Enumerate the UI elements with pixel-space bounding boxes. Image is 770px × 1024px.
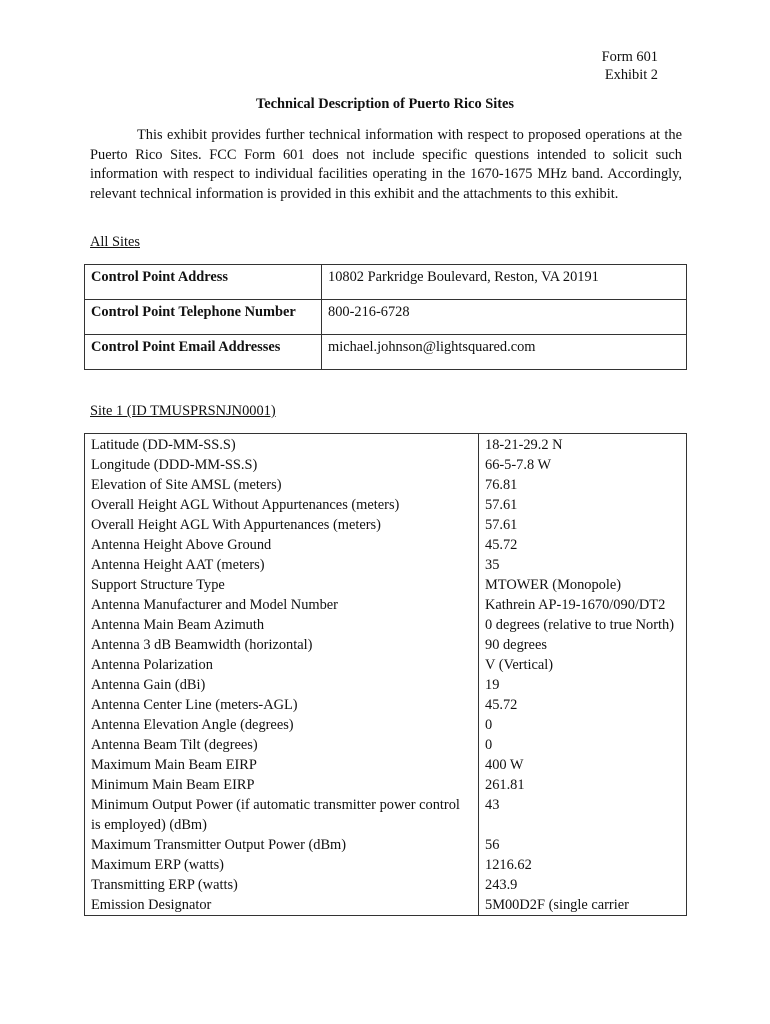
value-cell: 5M00D2F (single carrier <box>485 897 629 913</box>
value-cell: V (Vertical) <box>485 657 554 673</box>
table-row <box>85 595 687 615</box>
site1-table <box>84 433 687 916</box>
table-row <box>85 795 687 835</box>
value-cell: 66-5-7.8 W <box>485 457 552 473</box>
table-row <box>85 475 687 495</box>
value-cell: 400 W <box>485 757 524 773</box>
value-cell: 45.72 <box>485 697 518 713</box>
table-row <box>85 555 687 575</box>
table-row <box>85 455 687 475</box>
param-cell: Antenna Gain (dBi) <box>85 675 479 695</box>
param-cell: Maximum Transmitter Output Power (dBm) <box>85 835 479 855</box>
table-row <box>85 635 687 655</box>
param-cell: Emission Designator <box>85 895 479 916</box>
param-cell: Antenna Manufacturer and Model Number <box>85 595 479 615</box>
param-cell: Latitude (DD-MM-SS.S) <box>85 434 479 456</box>
value-cell: 0 <box>485 717 493 733</box>
control-point-address-label: Control Point Address <box>85 265 322 300</box>
exhibit-number: Exhibit 2 <box>604 67 658 83</box>
value-cell: MTOWER (Monopole) <box>485 577 622 593</box>
param-cell: Antenna Height AAT (meters) <box>85 555 479 575</box>
table-row <box>85 265 687 300</box>
page-title: Technical Description of Puerto Rico Sites <box>255 96 515 112</box>
intro-paragraph: This exhibit provides further technical information with respect to proposed operations at the Puerto Rico Sites. FCC Form 601 does not include specific questions intended to solicit such information with respect to individual facilities operating in the 1670-1675 MHz band. Accordingly, relevant technical information is provided in this exhibit and the attachments to this exhibit. <box>90 127 682 202</box>
param-cell: Maximum ERP (watts) <box>85 855 479 875</box>
param-cell: Transmitting ERP (watts) <box>85 875 479 895</box>
table-row <box>85 515 687 535</box>
table-row <box>85 895 687 916</box>
control-point-email-label: Control Point Email Addresses <box>85 335 322 370</box>
value-cell: 57.61 <box>485 497 518 513</box>
table-row <box>85 535 687 555</box>
value-cell: 1216.62 <box>485 857 532 873</box>
value-cell: 90 degrees <box>485 637 547 653</box>
table-row <box>85 675 687 695</box>
table-row <box>85 335 687 370</box>
control-point-phone-value: 800-216-6728 <box>322 300 687 335</box>
param-cell: Antenna Polarization <box>85 655 479 675</box>
param-cell: Elevation of Site AMSL (meters) <box>85 475 479 495</box>
control-point-email-value: michael.johnson@lightsquared.com <box>322 335 687 370</box>
value-cell: 45.72 <box>485 537 518 553</box>
value-cell: 18-21-29.2 N <box>485 437 563 453</box>
table-row <box>85 835 687 855</box>
value-cell: Kathrein AP-19-1670/090/DT2 <box>485 597 666 613</box>
param-cell: Support Structure Type <box>85 575 479 595</box>
table-row <box>85 575 687 595</box>
form-number: Form 601 <box>601 49 658 65</box>
table-row <box>85 655 687 675</box>
param-cell: Antenna Main Beam Azimuth <box>85 615 479 635</box>
param-cell: Overall Height AGL Without Appurtenances (meters) <box>85 495 479 515</box>
param-cell: Antenna Beam Tilt (degrees) <box>85 735 479 755</box>
param-cell: Maximum Main Beam EIRP <box>85 755 479 775</box>
param-cell: Antenna Height Above Ground <box>85 535 479 555</box>
control-point-phone-label: Control Point Telephone Number <box>85 300 322 335</box>
site1-heading: Site 1 (ID TMUSPRSNJN0001) <box>90 403 276 419</box>
table-row <box>85 755 687 775</box>
param-cell: Minimum Output Power (if automatic transmitter power control is employed) (dBm) <box>85 795 479 835</box>
table-row <box>85 875 687 895</box>
value-cell: 261.81 <box>485 777 525 793</box>
value-cell: 76.81 <box>485 477 518 493</box>
param-cell: Antenna Center Line (meters-AGL) <box>85 695 479 715</box>
param-cell: Antenna Elevation Angle (degrees) <box>85 715 479 735</box>
control-point-table <box>84 264 687 370</box>
value-cell: 57.61 <box>485 517 518 533</box>
value-cell: 56 <box>485 837 500 853</box>
control-point-address-value: 10802 Parkridge Boulevard, Reston, VA 20191 <box>322 265 687 300</box>
table-row <box>85 495 687 515</box>
value-cell: 0 degrees (relative to true North) <box>485 617 674 633</box>
value-cell: 19 <box>485 677 500 693</box>
table-row <box>85 715 687 735</box>
table-row <box>85 855 687 875</box>
table-row <box>85 615 687 635</box>
value-cell: 0 <box>485 737 493 753</box>
param-cell: Minimum Main Beam EIRP <box>85 775 479 795</box>
table-row <box>85 695 687 715</box>
table-row <box>85 434 687 456</box>
value-cell: 243.9 <box>485 877 518 893</box>
value-cell: 43 <box>485 797 500 813</box>
document-header <box>602 48 658 84</box>
param-cell: Overall Height AGL With Appurtenances (meters) <box>85 515 479 535</box>
all-sites-heading: All Sites <box>90 234 140 250</box>
table-row <box>85 735 687 755</box>
value-cell: 35 <box>485 557 500 573</box>
table-row <box>85 775 687 795</box>
param-cell: Antenna 3 dB Beamwidth (horizontal) <box>85 635 479 655</box>
table-row <box>85 300 687 335</box>
param-cell: Longitude (DDD-MM-SS.S) <box>85 455 479 475</box>
